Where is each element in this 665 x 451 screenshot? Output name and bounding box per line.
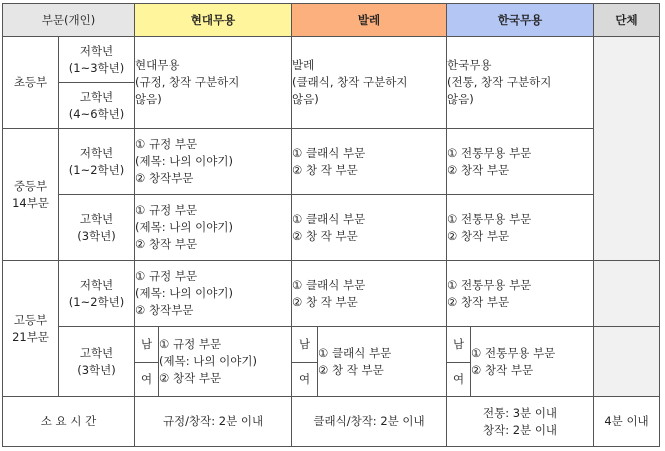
header-ballet: 발레 — [292, 4, 447, 37]
elementary-low-grade: 저학년 (1~3학년) — [59, 37, 135, 83]
time-korean: 전통: 3분 이내 창작: 2분 이내 — [447, 397, 594, 447]
header-group: 단체 — [594, 4, 660, 37]
group-empty-cell-2 — [594, 261, 660, 327]
middle-low-korean-cell: ① 전통무용 부문 ② 창작 부문 — [447, 129, 594, 195]
group-empty-cell-3 — [594, 327, 660, 397]
female-label-korean: 여 — [447, 363, 471, 397]
middle-high-ballet-cell: ① 클래식 부문 ② 창 작 부문 — [292, 195, 447, 261]
middle-high-modern-cell: ① 규정 부문 (제목: 나의 이야기) ② 창작 부문 — [135, 195, 292, 261]
high-low-ballet-cell: ① 클래식 부문 ② 창 작 부문 — [292, 261, 447, 327]
elementary-ballet-cell: 발레 (클래식, 창작 구분하지 않음) — [292, 37, 447, 129]
middle-low-modern-cell: ① 규정 부문 (제목: 나의 이야기) ② 창작부문 — [135, 129, 292, 195]
female-label-ballet: 여 — [292, 363, 318, 397]
competition-table — [2, 3, 660, 447]
high-high-korean-cell: ① 전통무용 부문 ② 창작 부문 — [471, 327, 594, 397]
female-label-modern: 여 — [135, 363, 159, 397]
high-high-grade: 고학년 (3학년) — [59, 327, 135, 397]
middle-low-grade: 저학년 (1~2학년) — [59, 129, 135, 195]
group-empty-cell — [594, 37, 660, 261]
high-low-modern-cell: ① 규정 부문 (제목: 나의 이야기) ② 창작부문 — [135, 261, 292, 327]
time-label: 소 요 시 간 — [3, 397, 135, 447]
header-korean-dance: 한국무용 — [447, 4, 594, 37]
middle-low-ballet-cell: ① 클래식 부문 ② 창 작 부문 — [292, 129, 447, 195]
middle-high-grade: 고학년 (3학년) — [59, 195, 135, 261]
high-high-ballet-cell: ① 클래식 부문 ② 창 작 부문 — [318, 327, 447, 397]
elementary-korean-cell: 한국무용 (전통, 창작 구분하지 않음) — [447, 37, 594, 129]
header-modern-dance: 현대무용 — [135, 4, 292, 37]
header-division: 부문(개인) — [3, 4, 135, 37]
elementary-high-grade: 고학년 (4~6학년) — [59, 83, 135, 129]
high-label: 고등부 21부문 — [3, 261, 59, 397]
male-label-modern: 남 — [135, 327, 159, 363]
time-group: 4분 이내 — [594, 397, 660, 447]
elementary-label: 초등부 — [3, 37, 59, 129]
male-label-korean: 남 — [447, 327, 471, 363]
high-low-korean-cell: ① 전통무용 부문 ② 창작 부문 — [447, 261, 594, 327]
high-low-grade: 저학년 (1~2학년) — [59, 261, 135, 327]
middle-label: 중등부 14부문 — [3, 129, 59, 261]
elementary-modern-cell: 현대무용 (규정, 창작 구분하지 않음) — [135, 37, 292, 129]
middle-high-korean-cell: ① 전통무용 부문 ② 창작 부문 — [447, 195, 594, 261]
time-modern: 규정/창작: 2분 이내 — [135, 397, 292, 447]
male-label-ballet: 남 — [292, 327, 318, 363]
high-high-modern-cell: ① 규정 부문 (제목: 나의 이야기) ② 창작 부문 — [159, 327, 292, 397]
time-ballet: 클래식/창작: 2분 이내 — [292, 397, 447, 447]
